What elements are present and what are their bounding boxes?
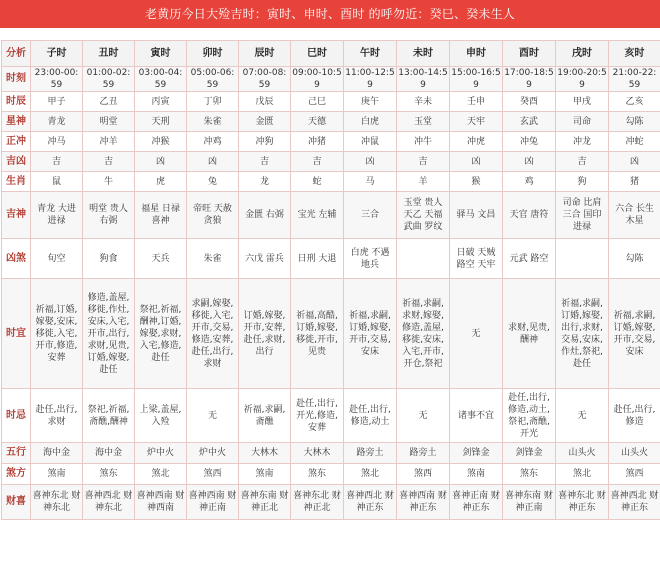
shichen-cell: 己巳	[291, 92, 344, 112]
wuxing-cell: 剑锋金	[450, 443, 503, 464]
xiongsha-cell	[556, 239, 609, 279]
shichen-cell: 壬申	[450, 92, 503, 112]
shiyi-cell: 祭祀,祈福,酬神,订婚,嫁娶,求财,入宅,修造,赴任	[135, 279, 187, 389]
shichen-cell: 乙亥	[609, 92, 660, 112]
time-cell: 23:00-00:59	[31, 67, 83, 92]
shiyi-cell: 祈福,求嗣,订婚,嫁娶,出行,求财,交易,安床,作灶,祭祀,赴任	[556, 279, 609, 389]
shafang-cell: 煞南	[31, 464, 83, 485]
row-label-shengxiao: 生肖	[2, 172, 31, 192]
shiyi-cell: 祈福,求嗣,订婚,嫁娶,开市,交易,安床	[609, 279, 660, 389]
shengxiao-cell: 鸡	[503, 172, 556, 192]
xingshen-cell: 玄武	[503, 112, 556, 132]
shiji-cell: 赴任,出行,修造,动土,祭祀,斋醮,开光	[503, 389, 556, 443]
row-caixi	[2, 485, 660, 520]
wuxing-cell: 剑锋金	[503, 443, 556, 464]
shiji-cell: 赴任,出行,修造,动土	[344, 389, 397, 443]
header-cell: 子时	[31, 41, 83, 67]
time-cell: 17:00-18:59	[504, 68, 554, 90]
shengxiao-cell: 狗	[556, 172, 609, 192]
jixiong-cell: 凶	[187, 152, 239, 172]
time-cell: 07:00-08:59	[239, 67, 291, 92]
shiji-cell: 祈福,求嗣,斋醮	[239, 389, 291, 443]
time-cell: 21:00-22:59	[609, 67, 660, 92]
row-shengxiao	[2, 172, 660, 192]
jixiong-cell: 凶	[609, 152, 660, 172]
row-xingshen	[2, 112, 660, 132]
shiyi-cell: 订婚,嫁娶,开市,安葬,赴任,求财,出行	[239, 279, 291, 389]
jixiong-cell: 凶	[135, 152, 187, 172]
shichen-cell: 辛未	[397, 92, 450, 112]
caixi-cell: 喜神西北 财神东北	[83, 485, 135, 520]
row-label-shiyi: 时宜	[2, 279, 31, 389]
row-xiongsha	[2, 239, 660, 279]
time-cell: 15:00-16:59	[451, 68, 501, 90]
xiongsha-cell: 日破 天贼 路空 天牢	[450, 239, 503, 279]
xiongsha-cell: 狗食	[83, 239, 135, 279]
shiji-cell: 赴任,出行,求财	[31, 389, 83, 443]
shiyi-cell: 祈福,求嗣,求财,嫁娶,修造,盖屋,移徙,安床,入宅,开市,开仓,祭祀	[397, 279, 450, 389]
shiyi-cell: 祈福,求嗣,订婚,嫁娶,开市,交易,安床	[344, 279, 397, 389]
zhengchong-cell: 冲鼠	[344, 132, 397, 152]
row-label-caixi: 财喜	[2, 485, 31, 520]
jixiong-cell: 吉	[556, 152, 609, 172]
wuxing-cell: 炉中火	[187, 443, 239, 464]
row-label-shiji: 时忌	[2, 389, 31, 443]
wuxing-cell: 海中金	[83, 443, 135, 464]
row-label-analysis: 分析	[2, 41, 31, 67]
xingshen-cell: 白虎	[344, 112, 397, 132]
shiyi-cell: 求财,见贵,酬神	[503, 279, 556, 389]
zhengchong-cell: 冲猴	[135, 132, 187, 152]
zhengchong-cell: 冲龙	[556, 132, 609, 152]
row-shiyi	[2, 279, 660, 389]
xingshen-cell: 天德	[291, 112, 344, 132]
row-label-xingshen: 星神	[2, 112, 31, 132]
row-jixiong	[2, 152, 660, 172]
row-label-time: 时刻	[2, 67, 31, 92]
jixiong-cell: 凶	[450, 152, 503, 172]
row-label-shafang: 煞方	[2, 464, 31, 485]
shiji-cell: 无	[187, 389, 239, 443]
shichen-cell: 甲子	[31, 92, 83, 112]
row-label-shichen: 时辰	[2, 92, 31, 112]
almanac-table	[1, 40, 660, 520]
xingshen-cell: 青龙	[31, 112, 83, 132]
shiji-cell: 上梁,盖屋,入殓	[135, 389, 187, 443]
caixi-cell: 喜神东北 财神正东	[556, 485, 609, 520]
shichen-cell: 戊辰	[239, 92, 291, 112]
shichen-cell: 癸酉	[503, 92, 556, 112]
shiyi-cell: 修造,盖屋,移徙,作灶,安床,入宅,开市,出行,求财,见贵,订婚,嫁娶,赴任	[83, 279, 135, 389]
zhengchong-cell: 冲狗	[239, 132, 291, 152]
shafang-cell: 煞东	[291, 464, 344, 485]
header-cell: 卯时	[187, 41, 239, 67]
xiongsha-cell: 白虎 不遇 地兵	[344, 239, 397, 279]
shichen-cell: 甲戌	[556, 92, 609, 112]
shafang-cell: 煞北	[135, 464, 187, 485]
header-cell: 酉时	[503, 41, 556, 67]
wuxing-cell: 海中金	[31, 443, 83, 464]
jishen-cell: 六合 长生 木星	[609, 192, 660, 239]
row-time	[2, 67, 660, 92]
xiongsha-cell: 天兵	[135, 239, 187, 279]
jixiong-cell: 吉	[83, 152, 135, 172]
jishen-cell: 青龙 大进 进禄	[31, 192, 83, 239]
caixi-cell: 喜神西北 财神正东	[609, 485, 660, 520]
jishen-cell: 福星 日禄 喜神	[135, 192, 187, 239]
shengxiao-cell: 虎	[135, 172, 187, 192]
shiyi-cell: 祈福,高酷,订婚,嫁娶,移徙,开市,见贵	[291, 279, 344, 389]
zhengchong-cell: 冲猪	[291, 132, 344, 152]
wuxing-cell: 炉中火	[135, 443, 187, 464]
caixi-cell: 喜神东南 财神正北	[239, 485, 291, 520]
time-cell: 11:00-12:59	[345, 68, 395, 90]
row-analysis	[2, 41, 660, 67]
xingshen-cell: 金匮	[239, 112, 291, 132]
shichen-cell: 丁卯	[187, 92, 239, 112]
header-cell: 巳时	[291, 41, 344, 67]
shafang-cell: 煞北	[556, 464, 609, 485]
xiongsha-cell: 旬空	[31, 239, 83, 279]
header-cell: 丑时	[83, 41, 135, 67]
row-label-zhengchong: 正冲	[2, 132, 31, 152]
shengxiao-cell: 猴	[450, 172, 503, 192]
shengxiao-cell: 蛇	[291, 172, 344, 192]
shiji-cell: 赴任,出行,修造	[609, 389, 660, 443]
jishen-cell: 金匮 右弼	[239, 192, 291, 239]
time-cell: 09:00-10:59	[292, 68, 342, 90]
xingshen-cell: 天刑	[135, 112, 187, 132]
time-cell: 05:00-06:59	[187, 67, 239, 92]
xiongsha-cell: 六戊 雷兵	[239, 239, 291, 279]
shiji-cell: 无	[397, 389, 450, 443]
jishen-cell: 三合	[344, 192, 397, 239]
xingshen-cell: 司命	[556, 112, 609, 132]
row-jishen	[2, 192, 660, 239]
shafang-cell: 煞南	[239, 464, 291, 485]
shiji-cell: 祭祀,祈福,斋醮,酬神	[83, 389, 135, 443]
wuxing-cell: 山头火	[609, 443, 660, 464]
shafang-cell: 煞西	[187, 464, 239, 485]
jishen-cell: 明堂 贵人 右弼	[83, 192, 135, 239]
jishen-cell: 司命 比肩 三合 国印 进禄	[556, 192, 609, 239]
row-shiji	[2, 389, 660, 443]
row-shafang	[2, 464, 660, 485]
xiongsha-cell: 元武 路空	[503, 239, 556, 279]
shiji-cell: 诸事不宜	[450, 389, 503, 443]
shafang-cell: 煞北	[344, 464, 397, 485]
header-cell: 戌时	[556, 41, 609, 67]
xingshen-cell: 明堂	[83, 112, 135, 132]
jixiong-cell: 吉	[31, 152, 83, 172]
zhengchong-cell: 冲羊	[83, 132, 135, 152]
row-label-jishen: 吉神	[2, 192, 31, 239]
shafang-cell: 煞东	[83, 464, 135, 485]
wuxing-cell: 山头火	[556, 443, 609, 464]
xiongsha-cell: 朱雀	[187, 239, 239, 279]
header-cell: 寅时	[135, 41, 187, 67]
caixi-cell: 喜神东南 财神正南	[503, 485, 556, 520]
row-wuxing	[2, 443, 660, 464]
xiongsha-cell: 勾陈	[609, 239, 660, 279]
row-zhengchong	[2, 132, 660, 152]
shiji-cell: 无	[556, 389, 609, 443]
xiongsha-cell: 日刑 大退	[291, 239, 344, 279]
header-cell: 未时	[397, 41, 450, 67]
shiyi-cell: 无	[450, 279, 503, 389]
jishen-cell: 驿马 文昌	[450, 192, 503, 239]
caixi-cell: 喜神东北 财神东北	[31, 485, 83, 520]
xingshen-cell: 玉堂	[397, 112, 450, 132]
shengxiao-cell: 羊	[397, 172, 450, 192]
shafang-cell: 煞东	[503, 464, 556, 485]
jishen-cell: 天官 唐符	[503, 192, 556, 239]
shafang-cell: 煞西	[397, 464, 450, 485]
time-cell: 13:00-14:59	[398, 68, 448, 90]
wuxing-cell: 大林木	[291, 443, 344, 464]
jishen-cell: 宝光 左辅	[291, 192, 344, 239]
xingshen-cell: 天牢	[450, 112, 503, 132]
wuxing-cell: 路旁土	[397, 443, 450, 464]
caixi-cell: 喜神西南 财神正南	[187, 485, 239, 520]
header-cell: 申时	[450, 41, 503, 67]
header-cell: 亥时	[609, 41, 660, 67]
caixi-cell: 喜神西南 财神西南	[135, 485, 187, 520]
row-label-wuxing: 五行	[2, 443, 31, 464]
shichen-cell: 丙寅	[135, 92, 187, 112]
jixiong-cell: 吉	[397, 152, 450, 172]
time-cell: 19:00-20:59	[557, 68, 607, 90]
zhengchong-cell: 冲马	[31, 132, 83, 152]
zhengchong-cell: 冲牛	[397, 132, 450, 152]
shiji-cell: 赴任,出行,开光,修造,安葬	[291, 389, 344, 443]
shiyi-cell: 祈福,订婚,嫁娶,安床,移徙,入宅,开市,修造,安葬	[31, 279, 83, 389]
shengxiao-cell: 兔	[187, 172, 239, 192]
time-cell: 03:00-04:59	[135, 67, 187, 92]
shengxiao-cell: 鼠	[31, 172, 83, 192]
zhengchong-cell: 冲虎	[450, 132, 503, 152]
shengxiao-cell: 龙	[239, 172, 291, 192]
jishen-cell: 玉堂 贵人 天乙 天福 武曲 罗纹	[397, 192, 450, 239]
caixi-cell: 喜神西南 财神正东	[397, 485, 450, 520]
zhengchong-cell: 冲鸡	[187, 132, 239, 152]
zhengchong-cell: 冲蛇	[609, 132, 660, 152]
shafang-cell: 煞西	[609, 464, 660, 485]
wuxing-cell: 大林木	[239, 443, 291, 464]
jixiong-cell: 吉	[291, 152, 344, 172]
xingshen-cell: 朱雀	[187, 112, 239, 132]
shichen-cell: 庚午	[344, 92, 397, 112]
shichen-cell: 乙丑	[83, 92, 135, 112]
jixiong-cell: 凶	[344, 152, 397, 172]
xiongsha-cell	[397, 239, 450, 279]
jixiong-cell: 吉	[239, 152, 291, 172]
zhengchong-cell: 冲兔	[503, 132, 556, 152]
shafang-cell: 煞南	[450, 464, 503, 485]
shengxiao-cell: 牛	[83, 172, 135, 192]
caixi-cell: 喜神西北 财神正东	[344, 485, 397, 520]
page-banner: 老黄历今日大殓吉时：寅时、申时、酉时 的呼勿近：癸巳、癸未生人	[0, 0, 660, 28]
row-label-jixiong: 吉凶	[2, 152, 31, 172]
row-label-xiongsha: 凶煞	[2, 239, 31, 279]
wuxing-cell: 路旁土	[344, 443, 397, 464]
xingshen-cell: 勾陈	[609, 112, 660, 132]
shengxiao-cell: 猪	[609, 172, 660, 192]
row-shichen	[2, 92, 660, 112]
caixi-cell: 喜神东北 财神正北	[291, 485, 344, 520]
time-cell: 01:00-02:59	[83, 67, 135, 92]
jixiong-cell: 凶	[503, 152, 556, 172]
caixi-cell: 喜神正南 财神正东	[450, 485, 503, 520]
shengxiao-cell: 马	[344, 172, 397, 192]
jishen-cell: 帝旺 天赦 贪狼	[187, 192, 239, 239]
shiyi-cell: 求嗣,嫁娶,移徙,入宅,开市,交易,修造,安葬,赴任,出行,求财	[187, 279, 239, 389]
header-cell: 辰时	[239, 41, 291, 67]
header-cell: 午时	[344, 41, 397, 67]
